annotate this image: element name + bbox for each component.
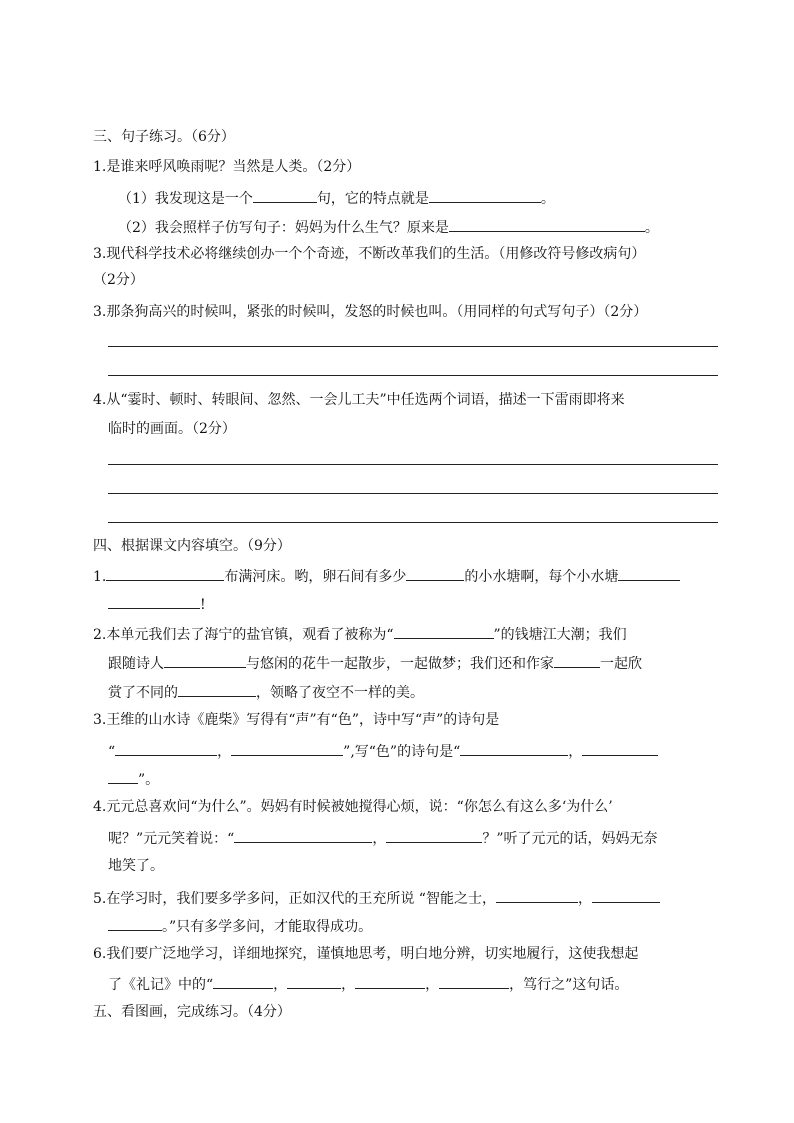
question-4-3-cont2: ”。 xyxy=(108,769,159,789)
answer-blank[interactable] xyxy=(178,682,256,697)
question-4-3: 3.王维的山水诗《鹿柴》写得有“声”有“色”，诗中写“声”的诗句是 xyxy=(93,712,500,728)
answer-line[interactable] xyxy=(108,346,718,347)
answer-blank[interactable] xyxy=(496,888,578,903)
answer-blank[interactable] xyxy=(582,741,658,756)
answer-blank[interactable] xyxy=(592,888,660,903)
answer-blank[interactable] xyxy=(115,741,217,756)
question-3-2: 3.现代科学技术必将继续创办一个个奇迹，不断改革我们的生活。（用修改符号修改病句） xyxy=(93,246,646,262)
question-3-2-score: （2分） xyxy=(93,272,144,288)
answer-blank[interactable] xyxy=(287,974,341,989)
question-4-4-cont: 呢？”元元笑着说：“ ， ？”听了元元的话，妈妈无奈 xyxy=(108,828,658,848)
answer-blank[interactable] xyxy=(164,653,246,668)
question-3-1b: （2）我会照样子仿写句子：妈妈为什么生气？原来是 。 xyxy=(118,217,659,237)
answer-blank[interactable] xyxy=(231,741,343,756)
question-4-3-cont: “ ， ”,写“色”的诗句是“ ， xyxy=(108,741,658,761)
answer-blank[interactable] xyxy=(460,741,568,756)
question-4-4-cont2: 地笑了。 xyxy=(108,858,164,874)
question-4-1: 1. 布满河床。哟，卵石间有多少 的小水塘啊，每个小水塘 xyxy=(93,566,680,586)
question-3-4-cont: 临时的画面。（2分） xyxy=(108,421,236,437)
answer-blank[interactable] xyxy=(108,594,200,609)
answer-blank[interactable] xyxy=(554,653,600,668)
question-4-1-cont: ! xyxy=(108,594,206,614)
answer-blank[interactable] xyxy=(618,566,680,581)
answer-blank[interactable] xyxy=(108,916,162,931)
answer-line[interactable] xyxy=(108,375,718,376)
question-3-3: 3.那条狗高兴的时候叫，紧张的时候叫，发怒的时候也叫。（用同样的句式写句子）（2分） xyxy=(93,304,648,320)
question-4-6-cont: 了《礼记》中的“ ， ， ， ，笃行之”这句话。 xyxy=(108,974,628,994)
question-4-2-cont: 跟随诗人 与悠闲的花牛一起散步，一起做梦；我们还和作家 一起欣 xyxy=(108,653,642,673)
question-4-2: 2.本单元我们去了海宁的盐官镇，观看了被称为“ ”的钱塘江大潮；我们 xyxy=(93,624,627,644)
answer-blank[interactable] xyxy=(386,828,482,843)
question-4-6: 6.我们要广泛地学习，详细地探究，谨慎地思考，明白地分辨，切实地履行，这使我想起 xyxy=(93,946,639,962)
answer-blank[interactable] xyxy=(234,828,372,843)
question-3-4: 4.从“霎时、顿时、转眼间、忽然、一会儿工夫”中任选两个词语，描述一下雷雨即将来 xyxy=(93,392,625,408)
answer-blank[interactable] xyxy=(406,566,464,581)
answer-blank[interactable] xyxy=(355,974,425,989)
answer-line[interactable] xyxy=(108,464,718,465)
question-4-2-cont2: 赏了不同的 ，领略了夜空不一样的美。 xyxy=(108,682,424,702)
answer-blank[interactable] xyxy=(106,566,224,581)
answer-line[interactable] xyxy=(108,493,718,494)
question-3-1: 1.是谁来呼风唤雨呢？当然是人类。（2分） xyxy=(93,159,361,175)
answer-blank[interactable] xyxy=(394,624,494,639)
answer-blank[interactable] xyxy=(449,217,645,232)
answer-line[interactable] xyxy=(108,522,718,523)
question-4-5-cont: 。”只有多学多问，才能取得成功。 xyxy=(108,916,372,936)
answer-blank[interactable] xyxy=(108,769,138,784)
question-4-5: 5.在学习时，我们要多学多问，正如汉代的王充所说 “智能之士， ， xyxy=(93,888,660,908)
section-4-heading: 四、根据课文内容填空。（9分） xyxy=(93,538,291,554)
question-4-4: 4.元元总喜欢问“为什么”。妈妈有时候被她搅得心烦，说：“你怎么有这么多‘为什么’ xyxy=(93,799,613,815)
answer-blank[interactable] xyxy=(253,188,317,203)
answer-blank[interactable] xyxy=(429,188,541,203)
answer-blank[interactable] xyxy=(213,974,273,989)
section-3-heading: 三、句子练习。（6分） xyxy=(93,129,235,145)
section-5-heading: 五、看图画，完成练习。（4分） xyxy=(93,1004,291,1020)
question-3-1a: （1）我发现这是一个 句，它的特点就是 。 xyxy=(118,188,555,208)
answer-blank[interactable] xyxy=(439,974,509,989)
